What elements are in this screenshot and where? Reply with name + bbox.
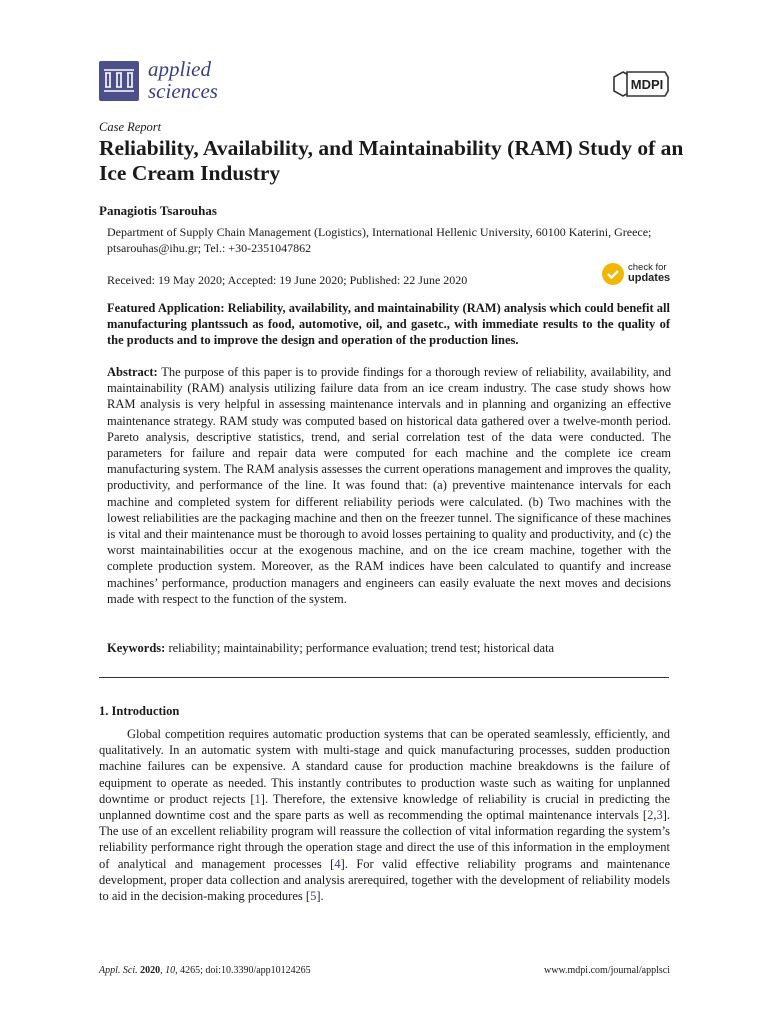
citation-link[interactable]: 3 — [656, 808, 663, 823]
article-type: Case Report — [99, 120, 162, 134]
journal-name: applied sciences — [148, 57, 218, 103]
check-updates-icon — [601, 262, 625, 286]
citation-link[interactable]: 1 — [254, 791, 261, 806]
mdpi-logo — [613, 71, 669, 102]
keywords-text: reliability; maintainability; performance evaluation; trend test; historical data — [168, 641, 555, 655]
footer-citation: Appl. Sci. 2020, 10, 4265; doi:10.3390/app10124265 — [99, 965, 311, 976]
svg-text:MDPI: MDPI — [630, 77, 664, 92]
citation-link[interactable]: 5 — [310, 889, 317, 904]
abstract — [107, 364, 671, 607]
keywords-label: Keywords: — [107, 641, 166, 655]
journal-logo-icon — [99, 61, 139, 101]
paper-title: Reliability, Availability, and Maintainability (RAM) Study of an Ice Cream Industry — [99, 136, 684, 185]
affiliation — [107, 224, 677, 256]
section-heading: 1. Introduction — [99, 704, 180, 718]
contact-line[interactable]: ptsarouhas@ihu.gr; Tel.: +30-2351047862 — [107, 241, 312, 255]
footer-journal-url[interactable]: www.mdpi.com/journal/applsci — [544, 965, 670, 976]
introduction-paragraph: Global competition requires automatic production systems that can be operated seamlessly, efficiently, and qualitatively. In an automatic system with multi-stage and quick manufacturing processes, sudden production machine failures can be expensive. A standard cause for production machine breakdowns is the failure of equipment to operate as needed. This instantly contributes to production waste such as waiting for unplanned downtime or product rejects [1]. Therefore, the extensive knowledge of reliability is crucial in predicting the unplanned downtime cost and the spare parts as well as recommending the optimal maintenance intervals [2,3]. The use of an excellent reliability program will reassure the collection of vital information regarding the system’s reliability performance right through the operation stage and direct the use of this information in the employment of analytical and management processes [4]. For valid effective reliability programs and maintenance development, proper data collection and analysis arerequired, together with the development of reliability models to aid in the decision-making procedures [5]. — [99, 727, 671, 904]
check-updates-text: check for updates — [628, 262, 671, 284]
abstract-label: Abstract: — [107, 365, 158, 379]
keywords — [107, 641, 671, 656]
section-divider — [99, 677, 669, 678]
citation-link[interactable]: 4 — [334, 856, 341, 871]
publication-dates: Received: 19 May 2020; Accepted: 19 June 2020; Published: 22 June 2020 — [107, 273, 468, 287]
citation-link[interactable]: 2 — [647, 808, 654, 823]
affiliation-line: Department of Supply Chain Management (Logistics), International Hellenic University, 60100 Katerini, Greece; — [107, 225, 652, 239]
abstract-text: The purpose of this paper is to provide findings for a thorough review of reliability, availability, and maintainability (RAM) analysis utilizing failure data from an ice cream industry. The case study shows how RAM analysis is very helpful in assessing maintenance intervals and in planning and organizing an effective maintenance strategy. RAM study was computed based on historical data gathered over a twelve-month period. Pareto analysis, descriptive statistics, trend, and serial correlation test of the data were conducted. The parameters for failure and repair data were computed for each machine and the complete ice cream manufacturing system. The RAM analysis assesses the current operations management and improves the quality, productivity, and performance of the line. It was found that: (a) preventive maintenance intervals for each machine and completed system for different reliability periods were calculated. (b) Two machines with the lowest reliabilities are the packaging machine and then on the freezer tunnel. The significance of these machines is vital and their maintenance must be thorough to avoid losses pertaining to quality and productivity, and (c) the worst maintainabilities occur at the exogenous machine, and on the ice cream machine, together with the complete production system. Moreover, as the RAM indices have been calculated to quantify and increase machines’ performance, production managers and engineers can easily evaluate the next moves and decisions made with respect to the function of the system. — [107, 365, 672, 606]
featured-application: Featured Application: Reliability, availability, and maintainability (RAM) analysis which could benefit all manufacturing plantssuch as food, automotive, oil, and gasetc., with immediate results to the quality of the products and to improve the design and operation of the production lines. — [107, 301, 670, 347]
author-name: Panagiotis Tsarouhas — [99, 203, 217, 218]
